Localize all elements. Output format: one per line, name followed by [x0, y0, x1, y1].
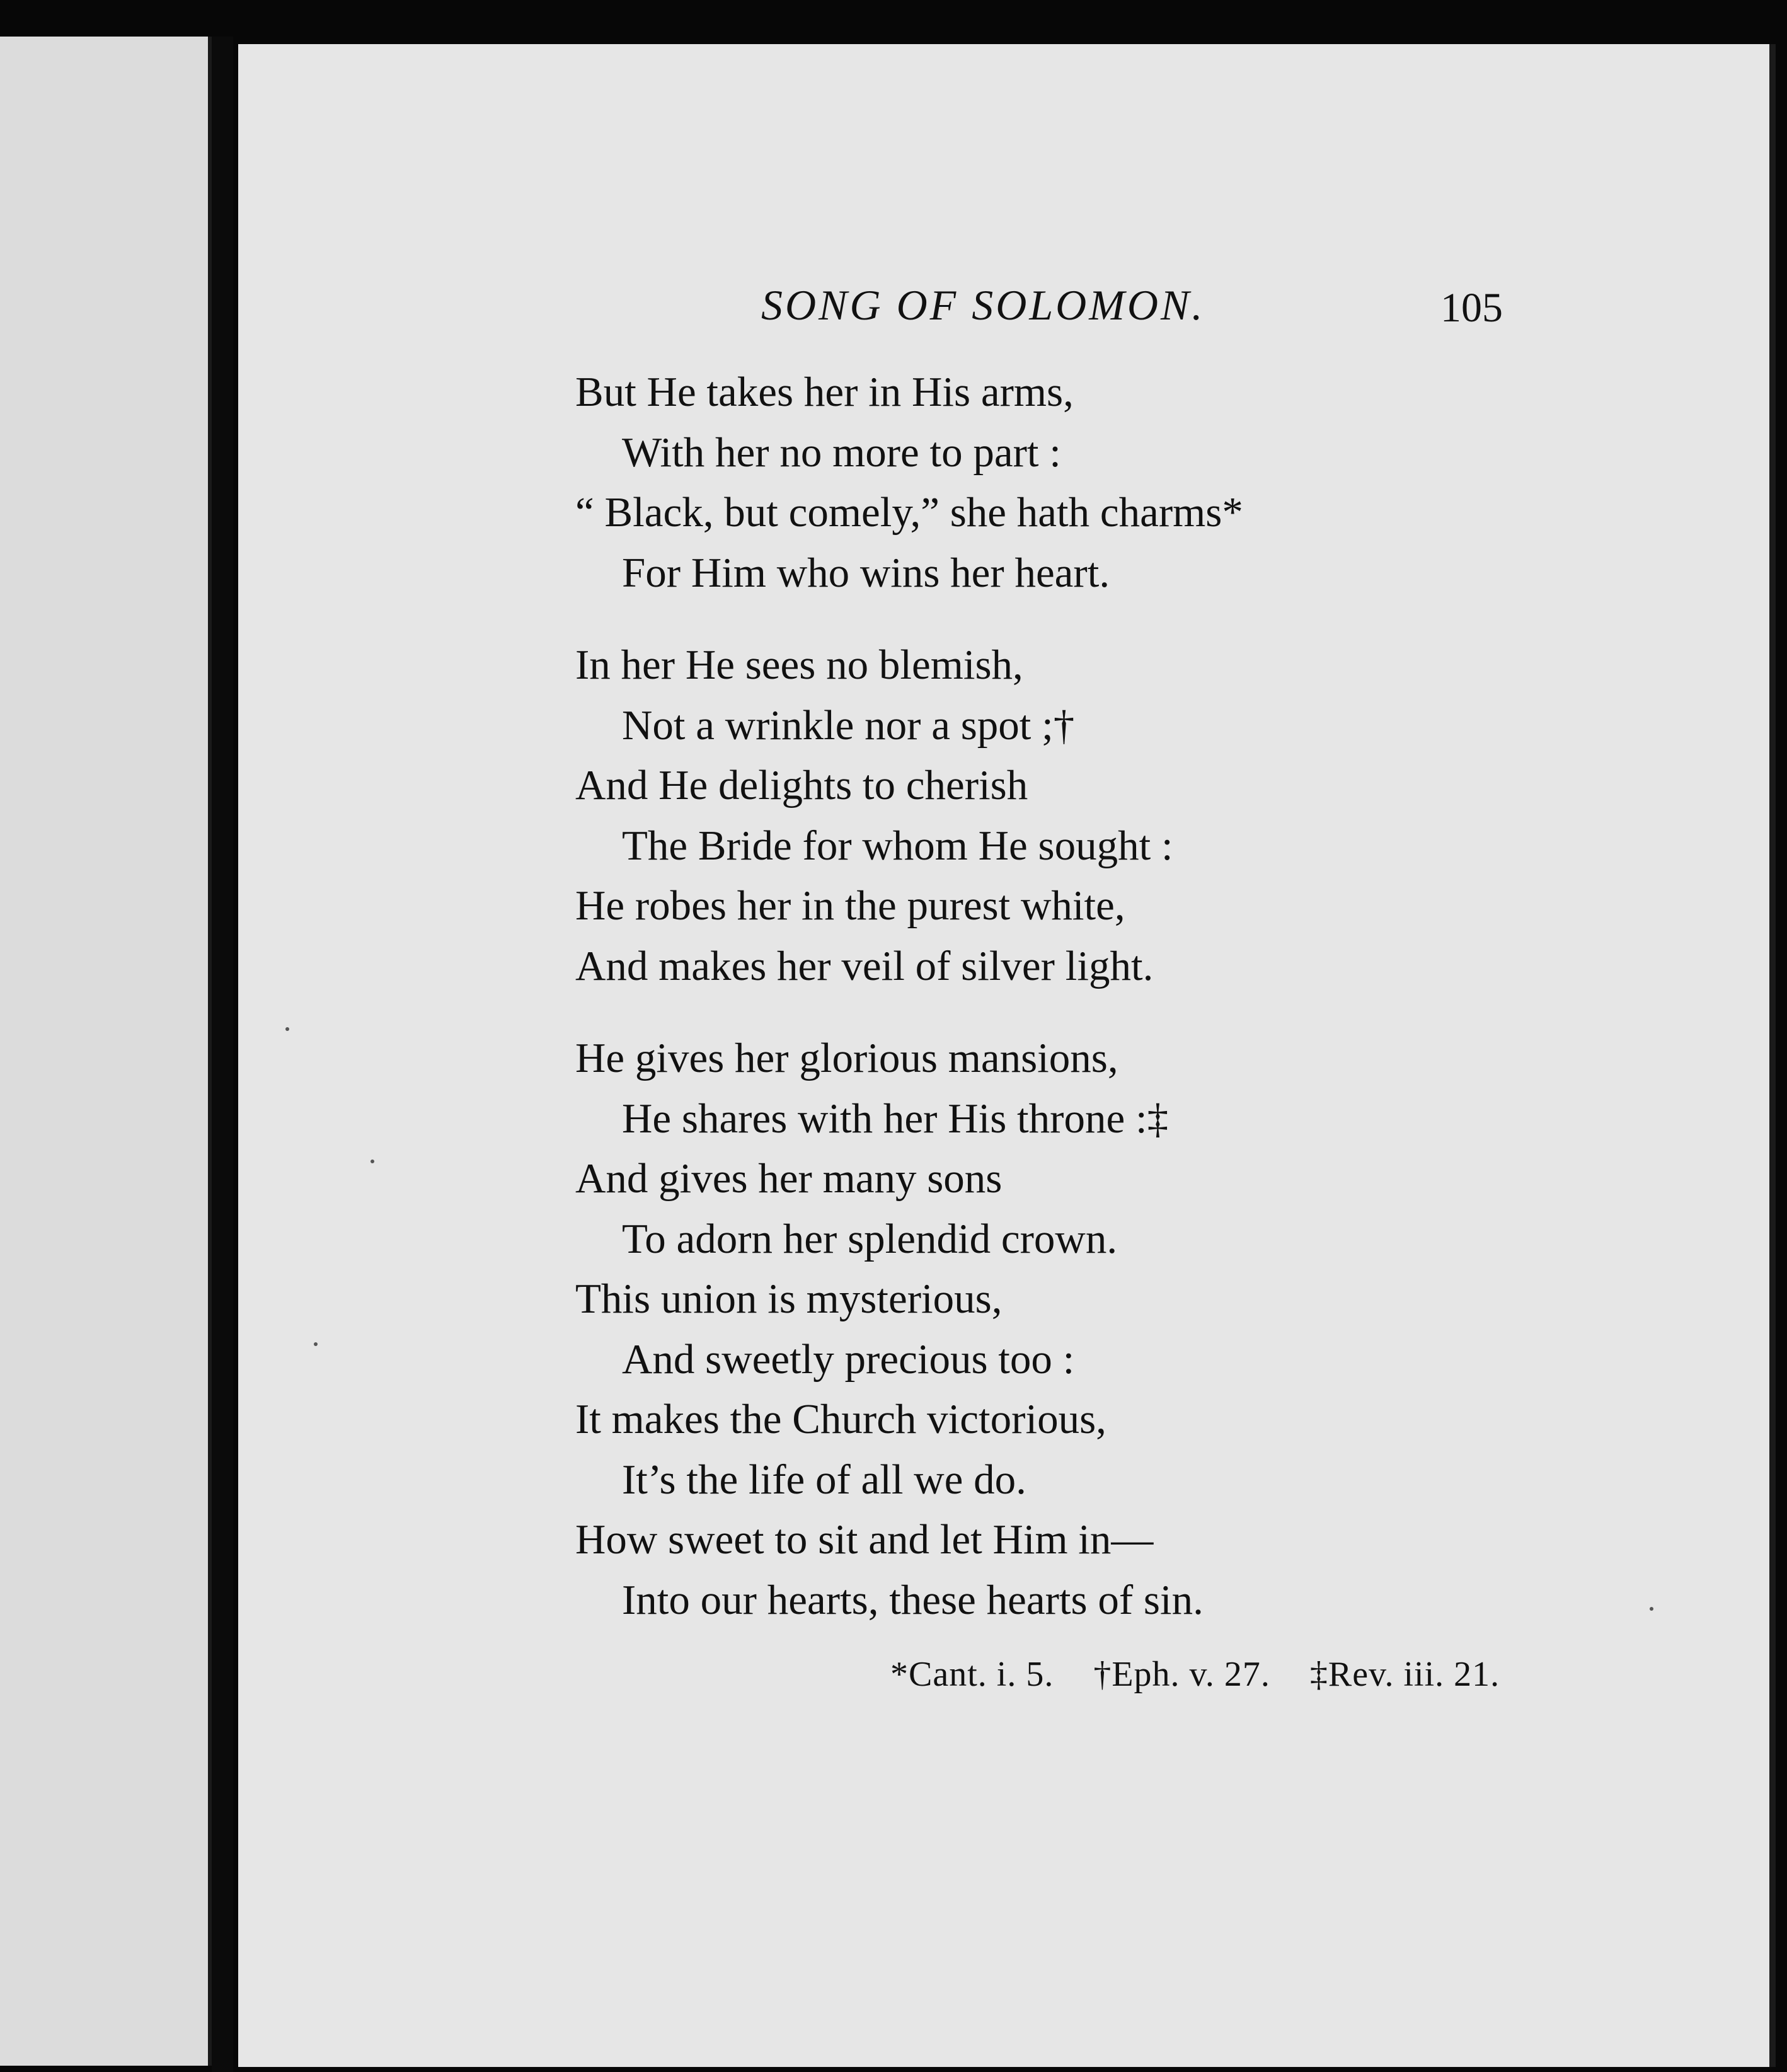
poem-line: How sweet to sit and let Him in—	[575, 1516, 1154, 1563]
poem-line: And gives her many sons	[575, 1155, 1003, 1202]
poem-line: The Bride for whom He sought :	[622, 822, 1173, 869]
page-number: 105	[1440, 285, 1503, 331]
stanza	[575, 362, 1678, 603]
poem-line: Into our hearts, these hearts of sin.	[622, 1576, 1204, 1623]
book-page	[238, 44, 1776, 2067]
poem-line: Not a wrinkle nor a spot ;†	[622, 701, 1075, 749]
poem-line: It’s the life of all we do.	[622, 1456, 1026, 1503]
poem-body	[575, 362, 1678, 1630]
poem-line: He shares with her His throne :‡	[622, 1095, 1169, 1142]
stanza	[575, 1028, 1678, 1630]
paper-speck	[314, 1342, 318, 1346]
book-gutter	[212, 37, 233, 2072]
poem-line: To adorn her splendid crown.	[622, 1215, 1118, 1262]
stanza	[575, 635, 1678, 996]
footnote: *Cant. i. 5.	[890, 1655, 1054, 1694]
poem-line: With her no more to part :	[622, 429, 1061, 476]
poem-line: He gives her glorious mansions,	[575, 1035, 1118, 1081]
stanza-break	[575, 996, 1678, 1028]
poem-line: “ Black, but comely,” she hath charms*	[575, 489, 1243, 536]
poem-line: This union is mysterious,	[575, 1275, 1003, 1322]
stanza-break	[575, 603, 1678, 635]
poem-line: It makes the Church victorious,	[575, 1396, 1106, 1442]
poem-line: In her He sees no blemish,	[575, 642, 1023, 688]
left-page-edge	[0, 37, 212, 2066]
footnote: †Eph. v. 27.	[1093, 1655, 1270, 1694]
footnotes	[890, 1654, 1530, 1695]
poem-line: And makes her veil of silver light.	[575, 942, 1154, 989]
poem-line: But He takes her in His arms,	[575, 369, 1074, 415]
poem-line: And He delights to cherish	[575, 762, 1028, 809]
paper-speck	[1650, 1607, 1653, 1611]
page-header	[238, 280, 1769, 356]
poem-line: He robes her in the purest white,	[575, 882, 1125, 929]
poem-line: For Him who wins her heart.	[622, 549, 1110, 596]
footnote: ‡Rev. iii. 21.	[1309, 1655, 1500, 1694]
paper-speck	[371, 1160, 374, 1163]
paper-speck	[285, 1027, 289, 1031]
poem-line: And sweetly precious too :	[622, 1335, 1075, 1383]
running-head: SONG OF SOLOMON.	[761, 281, 1205, 329]
